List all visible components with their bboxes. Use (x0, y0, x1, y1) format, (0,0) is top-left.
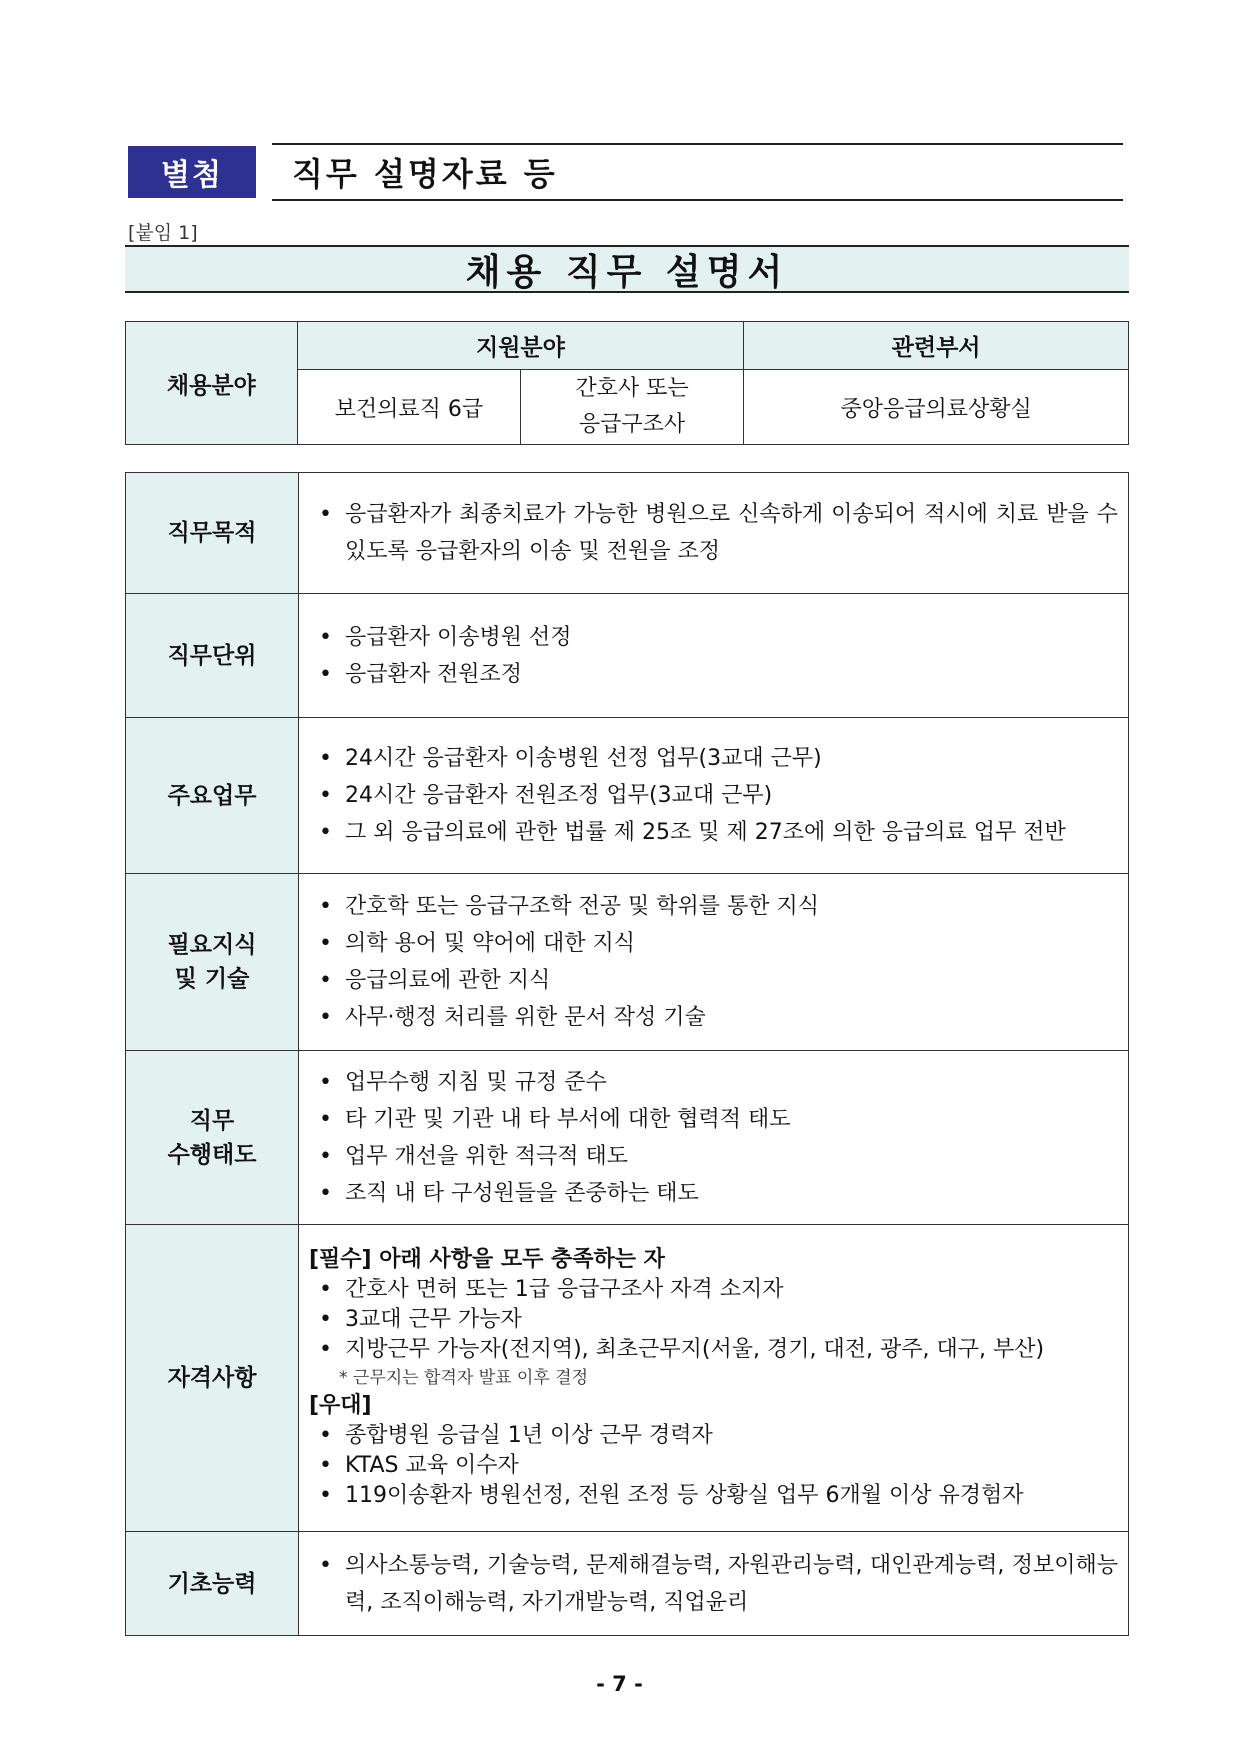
attitude-item: • 업무수행 지침 및 규정 준수 (309, 1064, 1118, 1101)
dept-cell: 중앙응급의료상황실 (744, 370, 1129, 445)
unit-label: 직무단위 (126, 594, 299, 718)
basic-label: 기초능력 (126, 1532, 299, 1636)
unit-item: • 응급환자 전원조정 (309, 656, 1118, 693)
row-basic (126, 1532, 1129, 1636)
knowledge-item: • 간호학 또는 응급구조학 전공 및 학위를 통한 지식 (309, 888, 1118, 925)
row-knowledge (126, 874, 1129, 1051)
preferred-item: • KTAS 교육 이수자 (309, 1451, 1118, 1481)
appendix-header (128, 143, 1123, 201)
appendix-title-box (272, 143, 1123, 201)
role-line-1: 간호사 또는 (575, 376, 689, 401)
knowledge-item: • 사무·행정 처리를 위한 문서 작성 기술 (309, 999, 1118, 1036)
role-line-2: 응급구조사 (578, 412, 686, 437)
col-apply-field: 지원분야 (297, 322, 743, 370)
attitude-label: 직무 수행태도 (126, 1051, 299, 1225)
recruit-field-label: 채용분야 (126, 322, 298, 445)
row-purpose (126, 473, 1129, 594)
page-number: - 7 - (596, 1672, 643, 1696)
attitude-item: • 업무 개선을 위한 적극적 태도 (309, 1138, 1118, 1175)
duty-item: • 그 외 응급의료에 관한 법률 제 25조 및 제 27조에 의한 응급의료 업무 전반 (309, 814, 1118, 851)
role-cell (520, 370, 743, 445)
workplace-note: * 근무지는 합격자 발표 이후 결정 (339, 1368, 589, 1388)
qualification-label: 자격사항 (126, 1225, 299, 1532)
appendix-tag: 별첨 (128, 146, 256, 198)
basic-item: • 의사소통능력, 기술능력, 문제해결능력, 자원관리능력, 대인관계능력, 정보이해능력, 조직이해능력, 자기개발능력, 직업윤리 (309, 1547, 1118, 1621)
required-heading: [필수] 아래 사항을 모두 충족하는 자 (309, 1247, 665, 1272)
required-item: • 3교대 근무 가능자 (309, 1305, 1118, 1335)
duties-label: 주요업무 (126, 718, 299, 874)
preferred-heading: [우대] (309, 1393, 372, 1418)
main-title-box (125, 245, 1129, 293)
attitude-item: • 조직 내 타 구성원들을 존중하는 태도 (309, 1175, 1118, 1212)
col-related-dept: 관련부서 (744, 322, 1129, 370)
unit-item: • 응급환자 이송병원 선정 (309, 619, 1118, 656)
knowledge-item: • 응급의료에 관한 지식 (309, 962, 1118, 999)
main-title: 채용 직무 설명서 (465, 251, 789, 293)
job-description-table (125, 472, 1129, 1636)
grade-cell: 보건의료직 6급 (297, 370, 520, 445)
knowledge-item: • 의학 용어 및 약어에 대한 지식 (309, 925, 1118, 962)
attachment-label: [붙임 1] (128, 222, 198, 244)
preferred-item: • 119이송환자 병원선정, 전원 조정 등 상황실 업무 6개월 이상 유경험자 (309, 1481, 1118, 1511)
row-attitude (126, 1051, 1129, 1225)
row-qualification (126, 1225, 1129, 1532)
knowledge-label: 필요지식 및 기술 (126, 874, 299, 1051)
duty-item: • 24시간 응급환자 전원조정 업무(3교대 근무) (309, 777, 1118, 814)
purpose-item: • 응급환자가 최종치료가 가능한 병원으로 신속하게 이송되어 적시에 치료 받을 수 있도록 응급환자의 이송 및 전원을 조정 (309, 496, 1118, 570)
purpose-label: 직무목적 (126, 473, 299, 594)
preferred-item: • 종합병원 응급실 1년 이상 근무 경력자 (309, 1421, 1118, 1451)
recruit-field-table (125, 321, 1129, 445)
required-item: • 지방근무 가능자(전지역), 최초근무지(서울, 경기, 대전, 광주, 대구, 부산) (309, 1335, 1118, 1365)
attitude-item: • 타 기관 및 기관 내 타 부서에 대한 협력적 태도 (309, 1101, 1118, 1138)
row-duties (126, 718, 1129, 874)
appendix-title: 직무 설명자료 등 (292, 155, 558, 193)
duty-item: • 24시간 응급환자 이송병원 선정 업무(3교대 근무) (309, 740, 1118, 777)
required-item: • 간호사 면허 또는 1급 응급구조사 자격 소지자 (309, 1275, 1118, 1305)
row-unit (126, 594, 1129, 718)
